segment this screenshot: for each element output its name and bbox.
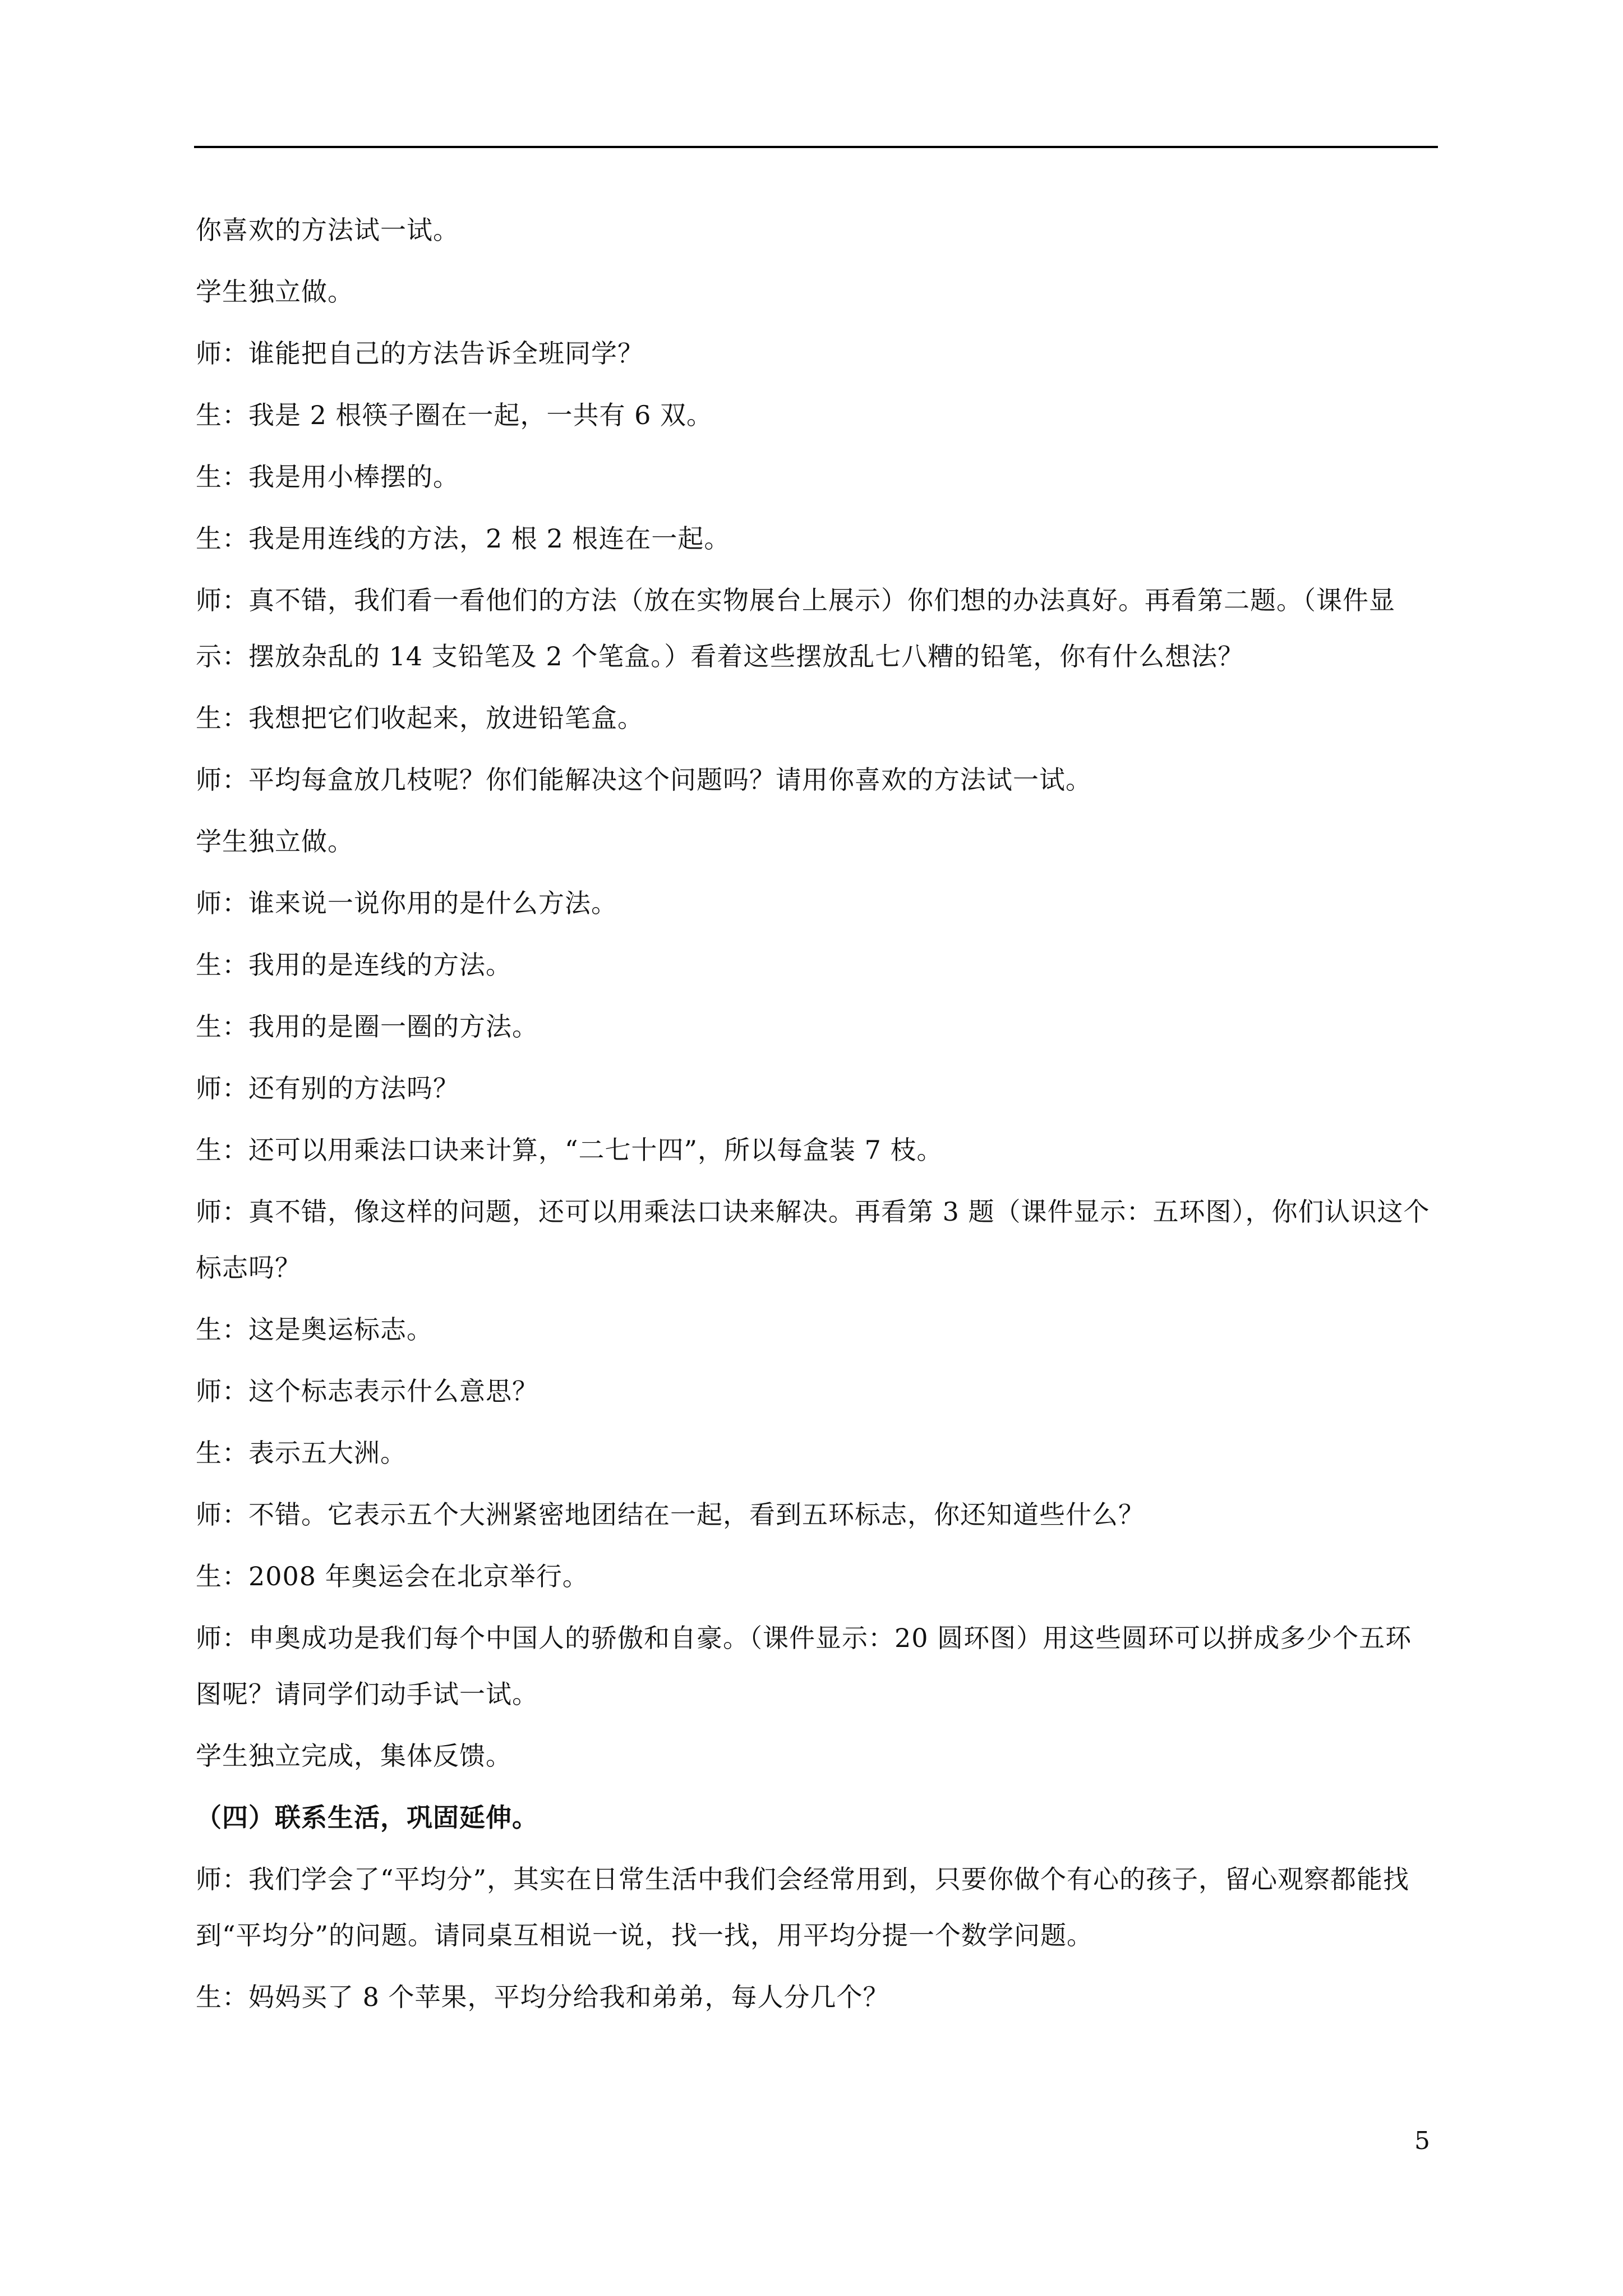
paragraph: 师：平均每盒放几枝呢？你们能解决这个问题吗？请用你喜欢的方法试一试。	[196, 765, 1092, 795]
section-heading: （四）联系生活，巩固延伸。	[196, 1802, 538, 1833]
paragraph: 师：真不错，像这样的问题，还可以用乘法口诀来解决。再看第 3 题（课件显示：五环图），你们认识这个标志吗？	[196, 1197, 1430, 1283]
paragraph: 生：我是用小棒摆的。	[196, 462, 459, 492]
paragraph: 师：我们学会了“平均分”，其实在日常生活中我们会经常用到，只要你做个有心的孩子，留心观察都能找到“平均分”的问题。请同桌互相说一说，找一找，用平均分提一个数学问题。	[196, 1864, 1410, 1950]
paragraph: 生：我是用连线的方法，2 根 2 根连在一起。	[196, 523, 731, 554]
paragraph: 生：这是奥运标志。	[196, 1314, 433, 1345]
paragraph: 生：我用的是连线的方法。	[196, 950, 512, 980]
paragraph: 师：还有别的方法吗？	[196, 1073, 459, 1103]
paragraph: 师：申奥成功是我们每个中国人的骄傲和自豪。（课件显示：20 圆环图）用这些圆环可以拼成多少个五环图呢？请同学们动手试一试。	[196, 1623, 1412, 1709]
paragraph: 师：真不错，我们看一看他们的方法（放在实物展台上展示）你们想的办法真好。再看第二题。（课件显示：摆放杂乱的 14 支铅笔及 2 个笔盒。）看着这些摆放乱七八糟的铅笔，你有什么想法？	[196, 585, 1395, 671]
header-rule	[194, 146, 1438, 148]
paragraph: 学生独立做。	[196, 826, 354, 857]
paragraph: 你喜欢的方法试一试。	[196, 215, 459, 245]
paragraph: 生：妈妈买了 8 个苹果，平均分给我和弟弟，每人分几个？	[196, 1982, 889, 2012]
page-number: 5	[1414, 2127, 1430, 2155]
document-body	[196, 202, 1438, 2031]
paragraph: 生：2008 年奥运会在北京举行。	[196, 1561, 589, 1591]
paragraph: 生：我是 2 根筷子圈在一起，一共有 6 双。	[196, 400, 713, 430]
paragraph: 师：谁能把自己的方法告诉全班同学？	[196, 338, 644, 369]
paragraph: 师：谁来说一说你用的是什么方法。	[196, 888, 617, 918]
paragraph: 师：这个标志表示什么意思？	[196, 1376, 538, 1406]
paragraph: 生：我想把它们收起来，放进铅笔盒。	[196, 703, 644, 733]
paragraph: 师：不错。它表示五个大洲紧密地团结在一起，看到五环标志，你还知道些什么？	[196, 1499, 1145, 1530]
paragraph: 生：还可以用乘法口诀来计算，“二七十四”，所以每盒装 7 枝。	[196, 1135, 943, 1165]
paragraph: 学生独立完成，集体反馈。	[196, 1741, 512, 1771]
paragraph: 生：表示五大洲。	[196, 1438, 407, 1468]
paragraph: 学生独立做。	[196, 277, 354, 307]
paragraph: 生：我用的是圈一圈的方法。	[196, 1011, 538, 1042]
